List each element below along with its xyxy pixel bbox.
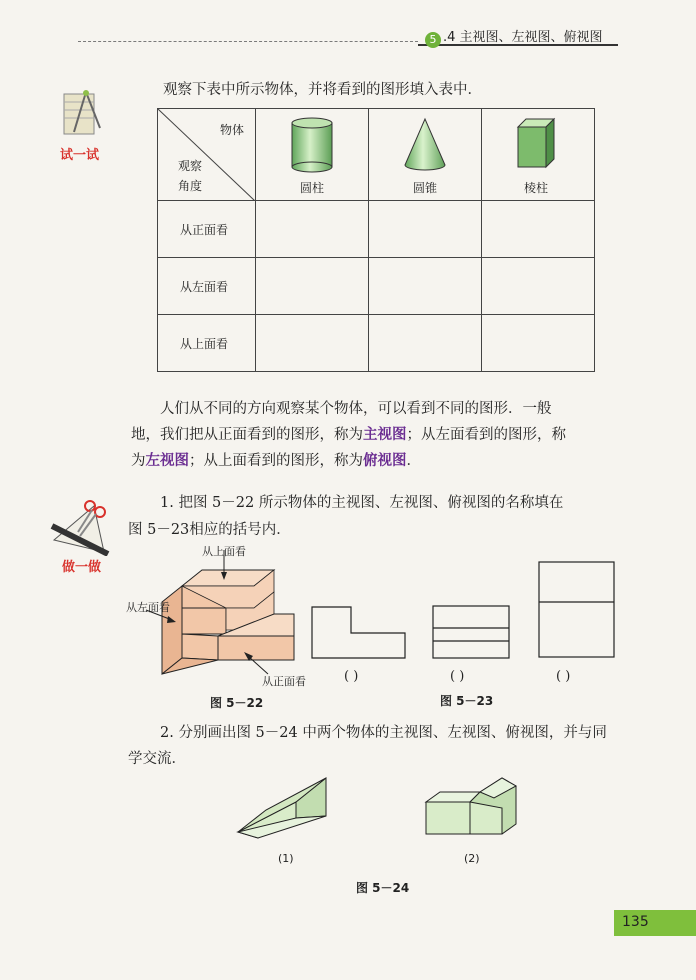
fig22-label-top: 从上面看 bbox=[202, 545, 246, 558]
table-corner-cell bbox=[158, 109, 256, 201]
corner-label-angle: 角度 bbox=[178, 179, 203, 193]
figure-5-23-views bbox=[305, 555, 625, 665]
answer-bracket-2[interactable]: ( ) bbox=[450, 669, 465, 684]
observation-table bbox=[157, 108, 595, 372]
page-number-tab bbox=[614, 910, 696, 936]
answer-cell[interactable] bbox=[482, 315, 595, 372]
definition-text: ． bbox=[406, 453, 421, 469]
section-title: .4 主视图、左视图、俯视图 bbox=[443, 30, 603, 45]
answer-cell[interactable] bbox=[256, 315, 369, 372]
definition-text: 地，我们把从正面看到的图形，称为 bbox=[131, 427, 363, 443]
answer-bracket-3[interactable]: ( ) bbox=[556, 669, 571, 684]
answer-cell[interactable] bbox=[369, 258, 482, 315]
page-number: 135 bbox=[622, 914, 649, 930]
object-name-cone: 圆锥 bbox=[413, 181, 438, 195]
fig24-caption: 图 5－24 bbox=[356, 881, 410, 895]
compass-notebook-icon bbox=[56, 88, 114, 144]
section-header bbox=[425, 26, 603, 48]
table-row bbox=[158, 258, 595, 315]
object-cell-cone bbox=[369, 109, 482, 201]
fig22-label-front: 从正面看 bbox=[262, 675, 306, 688]
answer-cell[interactable] bbox=[369, 201, 482, 258]
definition-line-3 bbox=[131, 448, 421, 474]
try-it-label: 试一试 bbox=[60, 148, 100, 163]
object-name-prism: 棱柱 bbox=[524, 181, 549, 195]
row-label-front: 从正面看 bbox=[158, 201, 256, 258]
object-cell-cylinder bbox=[256, 109, 369, 201]
object-name-cylinder: 圆柱 bbox=[300, 181, 325, 195]
answer-bracket-1[interactable]: ( ) bbox=[344, 669, 359, 684]
fig24-sub-1: (1) bbox=[278, 852, 294, 865]
question-2-line-2: 学交流． bbox=[128, 751, 186, 767]
corner-label-object: 物体 bbox=[220, 123, 245, 137]
object-cell-prism bbox=[482, 109, 595, 201]
question-2-line-1: 2. 分别画出图 5－24 中两个物体的主视图、左视图、俯视图，并与同 bbox=[160, 725, 607, 741]
answer-cell[interactable] bbox=[482, 258, 595, 315]
figure-5-22-solid bbox=[128, 540, 328, 690]
keyword-top-view: 俯视图 bbox=[363, 452, 407, 469]
definition-text: 为 bbox=[131, 453, 146, 469]
ruler-scissors-icon bbox=[50, 496, 112, 556]
table-row bbox=[158, 201, 595, 258]
question-1-line-1: 1. 把图 5－22 所示物体的主视图、左视图、俯视图的名称填在 bbox=[160, 495, 564, 511]
answer-cell[interactable] bbox=[256, 201, 369, 258]
fig23-caption: 图 5－23 bbox=[440, 694, 494, 708]
section-number-badge: 5 bbox=[425, 32, 441, 48]
row-label-top: 从上面看 bbox=[158, 315, 256, 372]
header-dashed-rule bbox=[78, 41, 418, 42]
keyword-left-view: 左视图 bbox=[145, 452, 189, 469]
definition-line-2 bbox=[131, 422, 566, 448]
question-1-line-2: 图 5－23相应的括号内． bbox=[128, 522, 291, 538]
definition-line-1: 人们从不同的方向观察某个物体，可以看到不同的图形．一般 bbox=[160, 401, 552, 417]
corner-label-observe: 观察 bbox=[178, 159, 203, 173]
fig22-caption: 图 5－22 bbox=[210, 696, 264, 710]
answer-cell[interactable] bbox=[369, 315, 482, 372]
fig24-sub-2: (2) bbox=[464, 852, 480, 865]
fig22-label-left: 从左面看 bbox=[126, 601, 170, 614]
answer-cell[interactable] bbox=[256, 258, 369, 315]
row-label-left: 从左面看 bbox=[158, 258, 256, 315]
do-it-label: 做一做 bbox=[62, 560, 102, 575]
table-row bbox=[158, 315, 595, 372]
keyword-front-view: 主视图 bbox=[363, 426, 407, 443]
definition-text: ；从左面看到的图形，称 bbox=[406, 427, 566, 443]
table-header-row bbox=[158, 109, 595, 201]
definition-text: ；从上面看到的图形，称为 bbox=[189, 453, 363, 469]
try-it-instruction: 观察下表中所示物体，并将看到的图形填入表中． bbox=[163, 82, 482, 98]
do-it-badge bbox=[50, 496, 112, 576]
try-it-badge bbox=[56, 88, 114, 163]
figure-5-24-solids bbox=[232, 770, 532, 850]
answer-cell[interactable] bbox=[482, 201, 595, 258]
